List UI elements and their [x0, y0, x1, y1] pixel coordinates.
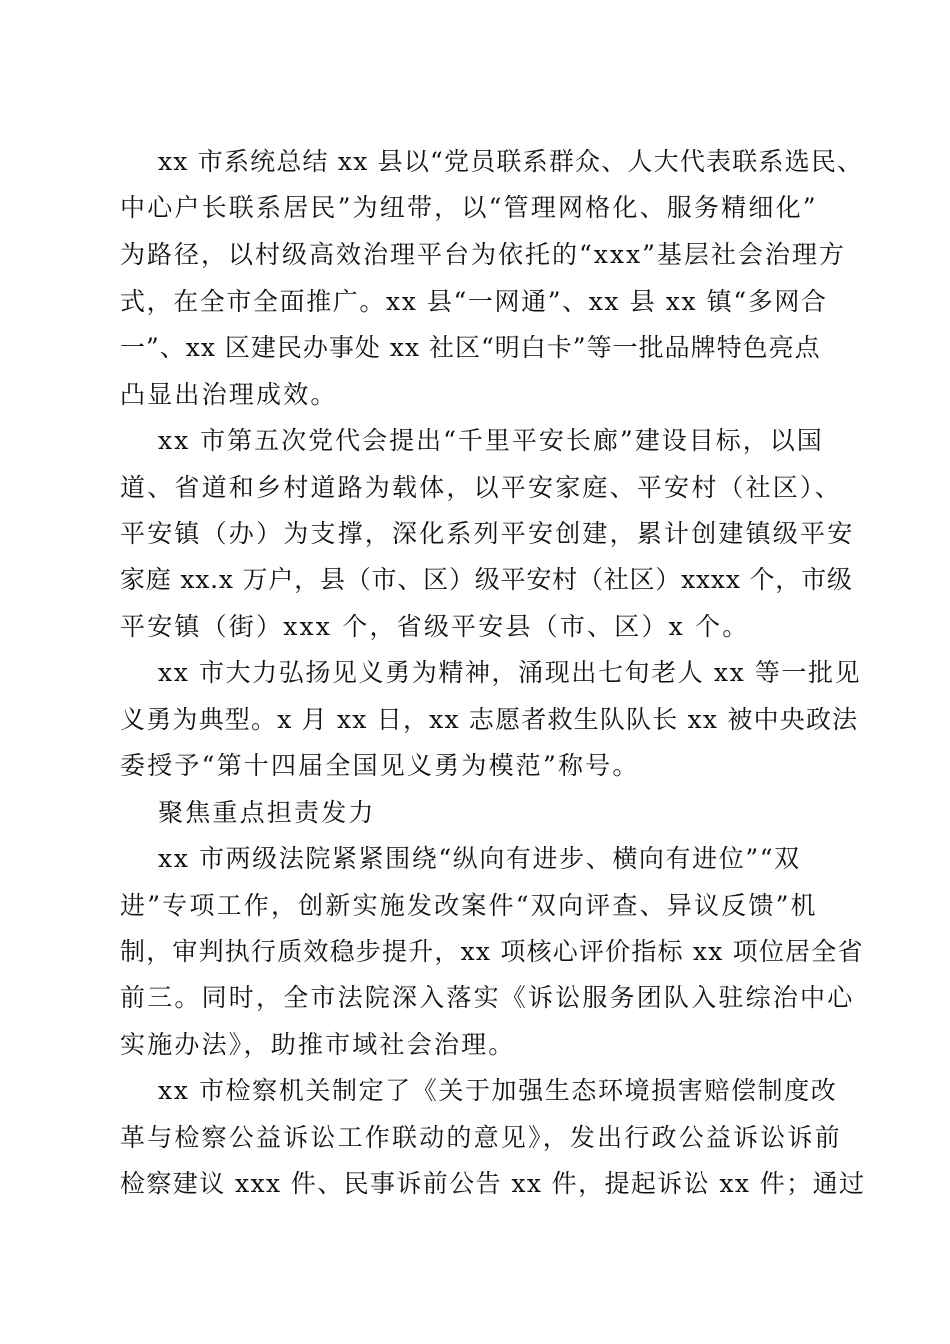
text-line: 制，审判执行质效稳步提升，xx 项核心评价指标 xx 项位居全省: [120, 937, 864, 966]
text-line: 道、省道和乡村道路为载体，以平安家庭、平安村（社区）、: [120, 473, 842, 502]
text-line: 式，在全市全面推广。xx 县“一网通”、xx 县 xx 镇“多网合: [120, 287, 828, 316]
text-line: 中心户长联系居民”为纽带，以“管理网格化、服务精细化”: [120, 193, 818, 222]
text-line: 委授予“第十四届全国见义勇为模范”称号。: [120, 751, 640, 780]
text-line: 革与检察公益诉讼工作联动的意见》，发出行政公益诉讼诉前: [120, 1123, 842, 1152]
text-line: 实施办法》，助推市域社会治理。: [120, 1030, 516, 1059]
text-line: 为路径，以村级高效治理平台为依托的“xxx”基层社会治理方: [120, 240, 846, 269]
text-line: xx 市检察机关制定了《关于加强生态环境损害赔偿制度改: [158, 1076, 838, 1105]
text-line: 家庭 xx.x 万户，县（市、区）级平安村（社区）xxxx 个，市级: [120, 565, 853, 594]
text-line: 检察建议 xxx 件、民事诉前公告 xx 件，提起诉讼 xx 件；通过: [120, 1169, 866, 1198]
text-line: 进”专项工作，创新实施发改案件“双向评查、异议反馈”机: [120, 891, 818, 920]
text-line: xx 市大力弘扬见义勇为精神，涌现出七旬老人 xx 等一批见: [158, 658, 862, 687]
text-line: xx 市两级法院紧紧围绕“纵向有进步、横向有进位”“双: [158, 844, 801, 873]
text-line: 平安镇（街）xxx 个，省级平安县（市、区）x 个。: [120, 612, 750, 641]
text-line: 平安镇（办）为支撑，深化系列平安创建，累计创建镇级平安: [120, 519, 855, 548]
section-heading: 聚焦重点担责发力: [158, 798, 376, 827]
text-line: xx 市系统总结 xx 县以“党员联系群众、人大代表联系选民、: [158, 147, 864, 176]
text-line: xx 市第五次党代会提出“千里平安长廊”建设目标，以国: [158, 426, 824, 455]
text-line: 凸显出治理成效。: [120, 380, 338, 409]
text-line: 一”、xx 区建民办事处 xx 社区“明白卡”等一批品牌特色亮点: [120, 333, 821, 362]
text-line: 义勇为典型。x 月 xx 日，xx 志愿者救生队队长 xx 被中央政法: [120, 705, 859, 734]
text-line: 前三。同时，全市法院深入落实《诉讼服务团队入驻综治中心: [120, 983, 855, 1012]
